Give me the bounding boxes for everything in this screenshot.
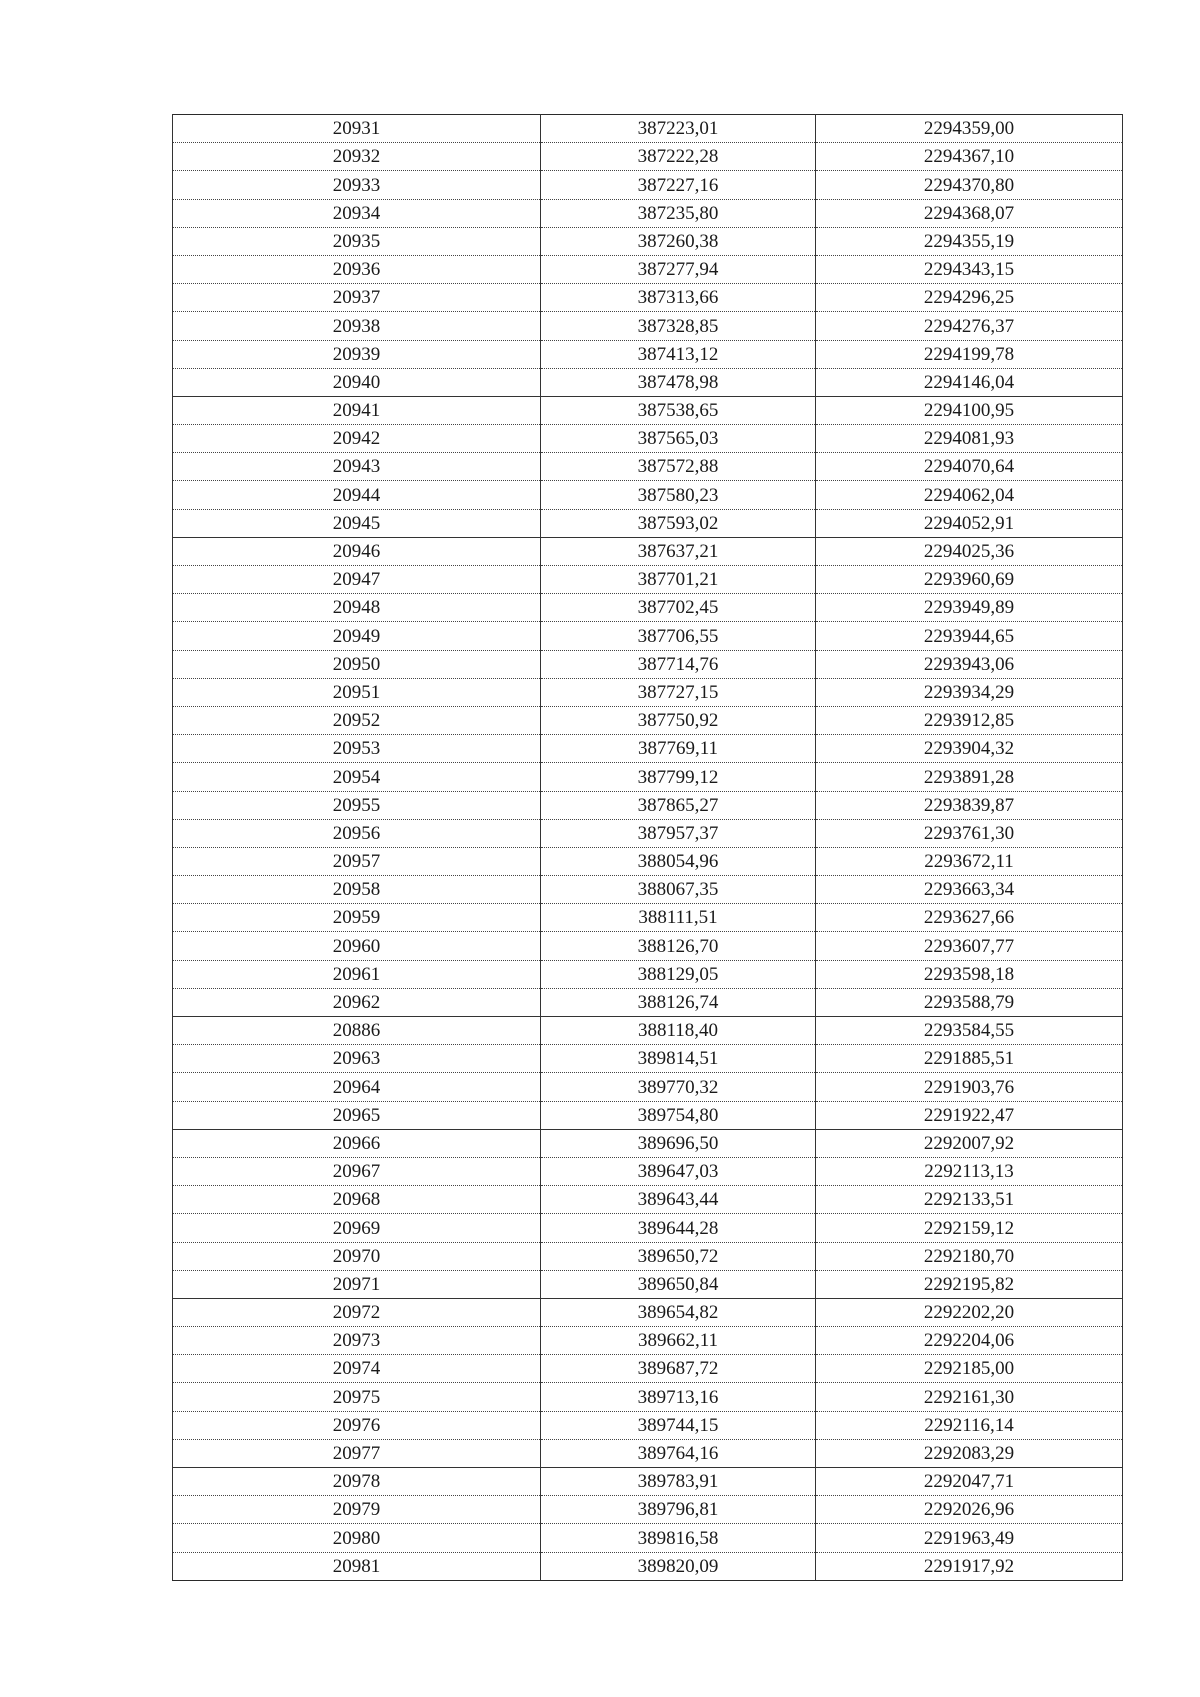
- point-number-cell: 20935: [173, 227, 541, 255]
- table-row: [173, 1270, 1123, 1298]
- table-row: [173, 1129, 1123, 1157]
- x-coordinate-cell: 387702,45: [541, 594, 816, 622]
- table-row: [173, 481, 1123, 509]
- x-coordinate-cell: 387957,37: [541, 819, 816, 847]
- table-row: [173, 819, 1123, 847]
- coordinate-table-body: [173, 115, 1123, 1581]
- table-row: [173, 1242, 1123, 1270]
- table-row: [173, 1045, 1123, 1073]
- table-row: [173, 1355, 1123, 1383]
- point-number-cell: 20942: [173, 425, 541, 453]
- x-coordinate-cell: 387799,12: [541, 763, 816, 791]
- x-coordinate-cell: 389744,15: [541, 1411, 816, 1439]
- x-coordinate-cell: 389770,32: [541, 1073, 816, 1101]
- y-coordinate-cell: 2292116,14: [816, 1411, 1123, 1439]
- x-coordinate-cell: 387235,80: [541, 199, 816, 227]
- table-row: [173, 340, 1123, 368]
- x-coordinate-cell: 387328,85: [541, 312, 816, 340]
- point-number-cell: 20936: [173, 255, 541, 283]
- y-coordinate-cell: 2293949,89: [816, 594, 1123, 622]
- table-row: [173, 425, 1123, 453]
- x-coordinate-cell: 389783,91: [541, 1468, 816, 1496]
- x-coordinate-cell: 389643,44: [541, 1186, 816, 1214]
- point-number-cell: 20947: [173, 566, 541, 594]
- table-row: [173, 904, 1123, 932]
- coordinate-table: [172, 114, 1123, 1581]
- point-number-cell: 20956: [173, 819, 541, 847]
- table-row: [173, 594, 1123, 622]
- table-row: [173, 622, 1123, 650]
- x-coordinate-cell: 387277,94: [541, 255, 816, 283]
- point-number-cell: 20951: [173, 678, 541, 706]
- table-row: [173, 1186, 1123, 1214]
- y-coordinate-cell: 2293663,34: [816, 876, 1123, 904]
- y-coordinate-cell: 2292007,92: [816, 1129, 1123, 1157]
- point-number-cell: 20941: [173, 396, 541, 424]
- y-coordinate-cell: 2292204,06: [816, 1327, 1123, 1355]
- point-number-cell: 20975: [173, 1383, 541, 1411]
- point-number-cell: 20980: [173, 1524, 541, 1552]
- y-coordinate-cell: 2294146,04: [816, 368, 1123, 396]
- point-number-cell: 20979: [173, 1496, 541, 1524]
- table-row: [173, 735, 1123, 763]
- table-row: [173, 960, 1123, 988]
- x-coordinate-cell: 387223,01: [541, 115, 816, 143]
- point-number-cell: 20973: [173, 1327, 541, 1355]
- y-coordinate-cell: 2294276,37: [816, 312, 1123, 340]
- table-row: [173, 650, 1123, 678]
- y-coordinate-cell: 2293598,18: [816, 960, 1123, 988]
- x-coordinate-cell: 387593,02: [541, 509, 816, 537]
- table-row: [173, 678, 1123, 706]
- x-coordinate-cell: 388067,35: [541, 876, 816, 904]
- table-row: [173, 566, 1123, 594]
- y-coordinate-cell: 2293960,69: [816, 566, 1123, 594]
- x-coordinate-cell: 387727,15: [541, 678, 816, 706]
- x-coordinate-cell: 387637,21: [541, 537, 816, 565]
- point-number-cell: 20966: [173, 1129, 541, 1157]
- y-coordinate-cell: 2291917,92: [816, 1552, 1123, 1580]
- table-row: [173, 1524, 1123, 1552]
- y-coordinate-cell: 2293934,29: [816, 678, 1123, 706]
- table-row: [173, 171, 1123, 199]
- x-coordinate-cell: 387701,21: [541, 566, 816, 594]
- x-coordinate-cell: 389816,58: [541, 1524, 816, 1552]
- x-coordinate-cell: 387865,27: [541, 791, 816, 819]
- point-number-cell: 20945: [173, 509, 541, 537]
- point-number-cell: 20931: [173, 115, 541, 143]
- point-number-cell: 20958: [173, 876, 541, 904]
- table-row: [173, 1214, 1123, 1242]
- x-coordinate-cell: 387572,88: [541, 453, 816, 481]
- y-coordinate-cell: 2293944,65: [816, 622, 1123, 650]
- table-row: [173, 1496, 1123, 1524]
- x-coordinate-cell: 389662,11: [541, 1327, 816, 1355]
- point-number-cell: 20977: [173, 1439, 541, 1467]
- y-coordinate-cell: 2292161,30: [816, 1383, 1123, 1411]
- y-coordinate-cell: 2293672,11: [816, 847, 1123, 875]
- y-coordinate-cell: 2294370,80: [816, 171, 1123, 199]
- y-coordinate-cell: 2294081,93: [816, 425, 1123, 453]
- point-number-cell: 20978: [173, 1468, 541, 1496]
- point-number-cell: 20946: [173, 537, 541, 565]
- y-coordinate-cell: 2294052,91: [816, 509, 1123, 537]
- x-coordinate-cell: 387750,92: [541, 706, 816, 734]
- table-row: [173, 932, 1123, 960]
- point-number-cell: 20976: [173, 1411, 541, 1439]
- point-number-cell: 20965: [173, 1101, 541, 1129]
- point-number-cell: 20953: [173, 735, 541, 763]
- point-number-cell: 20960: [173, 932, 541, 960]
- x-coordinate-cell: 389687,72: [541, 1355, 816, 1383]
- y-coordinate-cell: 2293943,06: [816, 650, 1123, 678]
- x-coordinate-cell: 388126,70: [541, 932, 816, 960]
- table-row: [173, 1327, 1123, 1355]
- y-coordinate-cell: 2292185,00: [816, 1355, 1123, 1383]
- x-coordinate-cell: 389654,82: [541, 1298, 816, 1326]
- point-number-cell: 20932: [173, 143, 541, 171]
- y-coordinate-cell: 2293584,55: [816, 1017, 1123, 1045]
- point-number-cell: 20971: [173, 1270, 541, 1298]
- table-row: [173, 227, 1123, 255]
- x-coordinate-cell: 388111,51: [541, 904, 816, 932]
- y-coordinate-cell: 2291963,49: [816, 1524, 1123, 1552]
- x-coordinate-cell: 389796,81: [541, 1496, 816, 1524]
- table-row: [173, 791, 1123, 819]
- x-coordinate-cell: 389754,80: [541, 1101, 816, 1129]
- table-row: [173, 1017, 1123, 1045]
- point-number-cell: 20886: [173, 1017, 541, 1045]
- y-coordinate-cell: 2292047,71: [816, 1468, 1123, 1496]
- point-number-cell: 20944: [173, 481, 541, 509]
- x-coordinate-cell: 387714,76: [541, 650, 816, 678]
- point-number-cell: 20937: [173, 284, 541, 312]
- table-row: [173, 1439, 1123, 1467]
- x-coordinate-cell: 387706,55: [541, 622, 816, 650]
- y-coordinate-cell: 2292133,51: [816, 1186, 1123, 1214]
- table-row: [173, 1411, 1123, 1439]
- y-coordinate-cell: 2294368,07: [816, 199, 1123, 227]
- point-number-cell: 20974: [173, 1355, 541, 1383]
- table-row: [173, 706, 1123, 734]
- table-row: [173, 1468, 1123, 1496]
- x-coordinate-cell: 388129,05: [541, 960, 816, 988]
- x-coordinate-cell: 388054,96: [541, 847, 816, 875]
- x-coordinate-cell: 389696,50: [541, 1129, 816, 1157]
- x-coordinate-cell: 387538,65: [541, 396, 816, 424]
- y-coordinate-cell: 2292026,96: [816, 1496, 1123, 1524]
- point-number-cell: 20968: [173, 1186, 541, 1214]
- point-number-cell: 20967: [173, 1157, 541, 1185]
- x-coordinate-cell: 388118,40: [541, 1017, 816, 1045]
- point-number-cell: 20955: [173, 791, 541, 819]
- y-coordinate-cell: 2292195,82: [816, 1270, 1123, 1298]
- table-row: [173, 143, 1123, 171]
- table-row: [173, 537, 1123, 565]
- y-coordinate-cell: 2293912,85: [816, 706, 1123, 734]
- point-number-cell: 20969: [173, 1214, 541, 1242]
- y-coordinate-cell: 2293627,66: [816, 904, 1123, 932]
- table-row: [173, 1073, 1123, 1101]
- point-number-cell: 20970: [173, 1242, 541, 1270]
- table-row: [173, 1552, 1123, 1580]
- x-coordinate-cell: 387313,66: [541, 284, 816, 312]
- x-coordinate-cell: 389764,16: [541, 1439, 816, 1467]
- point-number-cell: 20950: [173, 650, 541, 678]
- y-coordinate-cell: 2294025,36: [816, 537, 1123, 565]
- table-row: [173, 453, 1123, 481]
- x-coordinate-cell: 387222,28: [541, 143, 816, 171]
- y-coordinate-cell: 2291922,47: [816, 1101, 1123, 1129]
- x-coordinate-cell: 387227,16: [541, 171, 816, 199]
- table-row: [173, 255, 1123, 283]
- point-number-cell: 20959: [173, 904, 541, 932]
- x-coordinate-cell: 387260,38: [541, 227, 816, 255]
- table-row: [173, 1101, 1123, 1129]
- table-row: [173, 199, 1123, 227]
- y-coordinate-cell: 2293891,28: [816, 763, 1123, 791]
- table-row: [173, 312, 1123, 340]
- table-row: [173, 1157, 1123, 1185]
- table-row: [173, 396, 1123, 424]
- y-coordinate-cell: 2294343,15: [816, 255, 1123, 283]
- point-number-cell: 20957: [173, 847, 541, 875]
- table-row: [173, 1298, 1123, 1326]
- y-coordinate-cell: 2294100,95: [816, 396, 1123, 424]
- y-coordinate-cell: 2292180,70: [816, 1242, 1123, 1270]
- x-coordinate-cell: 387413,12: [541, 340, 816, 368]
- y-coordinate-cell: 2291885,51: [816, 1045, 1123, 1073]
- x-coordinate-cell: 389814,51: [541, 1045, 816, 1073]
- point-number-cell: 20961: [173, 960, 541, 988]
- point-number-cell: 20952: [173, 706, 541, 734]
- y-coordinate-cell: 2294296,25: [816, 284, 1123, 312]
- x-coordinate-cell: 389647,03: [541, 1157, 816, 1185]
- y-coordinate-cell: 2292083,29: [816, 1439, 1123, 1467]
- y-coordinate-cell: 2294355,19: [816, 227, 1123, 255]
- y-coordinate-cell: 2292159,12: [816, 1214, 1123, 1242]
- point-number-cell: 20934: [173, 199, 541, 227]
- table-row: [173, 284, 1123, 312]
- y-coordinate-cell: 2294199,78: [816, 340, 1123, 368]
- point-number-cell: 20954: [173, 763, 541, 791]
- x-coordinate-cell: 389644,28: [541, 1214, 816, 1242]
- y-coordinate-cell: 2293761,30: [816, 819, 1123, 847]
- point-number-cell: 20939: [173, 340, 541, 368]
- table-row: [173, 509, 1123, 537]
- x-coordinate-cell: 387565,03: [541, 425, 816, 453]
- x-coordinate-cell: 389650,84: [541, 1270, 816, 1298]
- y-coordinate-cell: 2293904,32: [816, 735, 1123, 763]
- point-number-cell: 20963: [173, 1045, 541, 1073]
- y-coordinate-cell: 2293588,79: [816, 988, 1123, 1016]
- x-coordinate-cell: 387769,11: [541, 735, 816, 763]
- point-number-cell: 20962: [173, 988, 541, 1016]
- table-row: [173, 763, 1123, 791]
- point-number-cell: 20933: [173, 171, 541, 199]
- table-row: [173, 876, 1123, 904]
- table-row: [173, 988, 1123, 1016]
- x-coordinate-cell: 387478,98: [541, 368, 816, 396]
- point-number-cell: 20972: [173, 1298, 541, 1326]
- y-coordinate-cell: 2291903,76: [816, 1073, 1123, 1101]
- y-coordinate-cell: 2292113,13: [816, 1157, 1123, 1185]
- x-coordinate-cell: 388126,74: [541, 988, 816, 1016]
- point-number-cell: 20964: [173, 1073, 541, 1101]
- point-number-cell: 20940: [173, 368, 541, 396]
- point-number-cell: 20943: [173, 453, 541, 481]
- y-coordinate-cell: 2294367,10: [816, 143, 1123, 171]
- table-row: [173, 1383, 1123, 1411]
- y-coordinate-cell: 2294359,00: [816, 115, 1123, 143]
- point-number-cell: 20948: [173, 594, 541, 622]
- table-row: [173, 115, 1123, 143]
- table-row: [173, 368, 1123, 396]
- x-coordinate-cell: 389820,09: [541, 1552, 816, 1580]
- y-coordinate-cell: 2293607,77: [816, 932, 1123, 960]
- x-coordinate-cell: 389650,72: [541, 1242, 816, 1270]
- y-coordinate-cell: 2294062,04: [816, 481, 1123, 509]
- x-coordinate-cell: 387580,23: [541, 481, 816, 509]
- x-coordinate-cell: 389713,16: [541, 1383, 816, 1411]
- y-coordinate-cell: 2292202,20: [816, 1298, 1123, 1326]
- y-coordinate-cell: 2293839,87: [816, 791, 1123, 819]
- point-number-cell: 20981: [173, 1552, 541, 1580]
- y-coordinate-cell: 2294070,64: [816, 453, 1123, 481]
- table-row: [173, 847, 1123, 875]
- point-number-cell: 20949: [173, 622, 541, 650]
- point-number-cell: 20938: [173, 312, 541, 340]
